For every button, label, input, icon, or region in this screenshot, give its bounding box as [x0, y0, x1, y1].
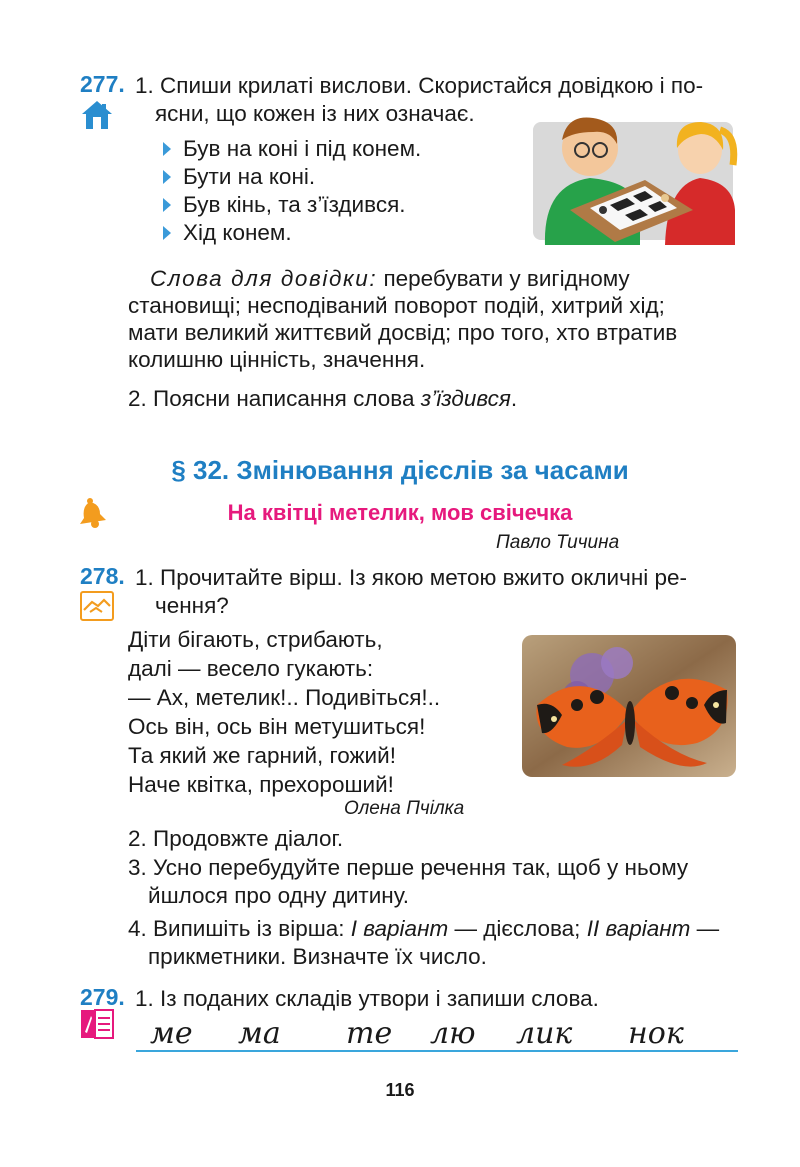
poem-line: Ось він, ось він метушиться!	[128, 714, 426, 739]
ex278-task1-line1: 1. Прочитайте вірш. Із якою метою вжито окличні ре-	[135, 565, 688, 590]
ex279-task1: 1. Із поданих складів утвори і запиши слова.	[135, 986, 599, 1011]
section-title: § 32. Змінювання дієслів за часами	[171, 455, 629, 485]
phrase-item: Хід конем.	[163, 219, 292, 247]
ex278-task4-line2: прикметники. Визначте їх число.	[148, 944, 487, 969]
poem-line: Діти бігають, стрибають,	[128, 627, 383, 652]
ex277-hint-line1: Слова для довідки: перебувати у вигідному	[150, 266, 630, 291]
home-icon	[80, 98, 114, 132]
ex277-task1-line2: ясни, що кожен із них означає.	[155, 101, 475, 126]
ex278-task3-line2: йшлося про одну дитину.	[148, 883, 409, 908]
syllable: те	[346, 1016, 393, 1051]
syllable: ма	[238, 1016, 281, 1051]
ex278-task1-line2: чення?	[155, 593, 229, 618]
ex277-hint-line2: становищі; несподіваний поворот подій, хитрий хід;	[128, 293, 665, 318]
chess-children-illustration	[515, 110, 740, 245]
ex277-task1-line1: 1. Спиши крилаті вислови. Скористайся довідкою і по-	[135, 73, 704, 98]
poem-line: — Ах, метелик!.. Подивіться!..	[128, 685, 441, 710]
syllable: ме	[150, 1016, 193, 1051]
poem-line: далі — весело гукають:	[128, 656, 374, 681]
phrase-item: Був на коні і під конем.	[163, 135, 421, 163]
syllable: лик	[516, 1016, 573, 1051]
exercise-number-277: 277.	[80, 71, 125, 97]
ex278-task2: 2. Продовжте діалог.	[128, 826, 344, 851]
writing-icon	[80, 1008, 114, 1040]
syllable: лю	[430, 1016, 476, 1051]
ex277-task2: 2. Поясни написання слова з’їздився.	[128, 386, 518, 411]
phrase-item: Бути на коні.	[163, 163, 315, 191]
phrase-item: Був кінь, та з’їздився.	[163, 191, 406, 219]
ex277-hint-line3: мати великий життєвий досвід; про того, хто втратив	[128, 320, 678, 345]
poem-line: Наче квітка, прехороший!	[128, 772, 394, 797]
poem-author-pchilka: Олена Пчілка	[344, 798, 465, 819]
handshake-icon	[80, 590, 114, 622]
exercise-number-279: 279.	[80, 984, 125, 1010]
ex278-task4-line1: 4. Випишіть із вірша: І варіант — дієслова; ІІ варіант —	[128, 916, 720, 941]
exercise-number-278: 278.	[80, 563, 125, 589]
butterfly-photo	[522, 635, 736, 777]
page-number: 116	[385, 1080, 415, 1100]
poem-title: На квітці метелик, мов свічечка	[227, 500, 573, 525]
syllable: нок	[628, 1016, 684, 1051]
ex277-hint-line4: колишню цінність, значення.	[128, 347, 426, 372]
poem-author-tychyna: Павло Тичина	[496, 532, 620, 553]
poem-line: Та який же гарний, гожий!	[128, 743, 396, 768]
ex278-task3-line1: 3. Усно перебудуйте перше речення так, щоб у ньому	[128, 855, 689, 880]
